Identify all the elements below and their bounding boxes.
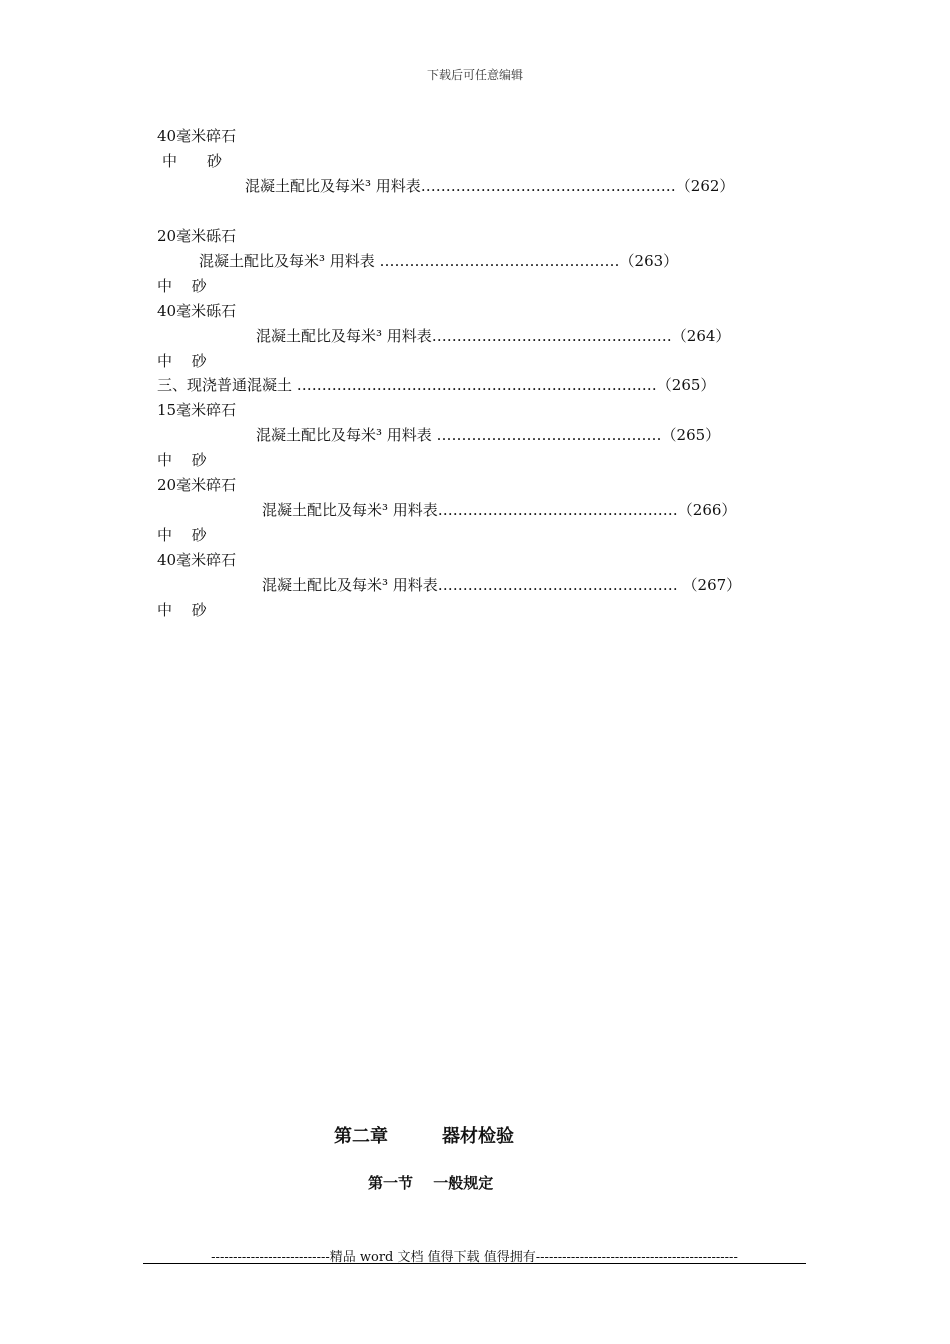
- toc-entry-263: 混凝土配比及每米³ 用料表 …………………………………………（263）: [199, 252, 679, 270]
- page-header: 下载后可任意编辑: [426, 68, 523, 82]
- toc-line-40mm-crushed-stone: 40毫米碎石: [157, 551, 237, 569]
- section-title: 第一节 一般规定: [368, 1174, 494, 1192]
- chapter-title: 第二章 器材检验: [334, 1126, 514, 1147]
- toc-entry-262: 混凝土配比及每米³ 用料表……………………………………………（262）: [245, 177, 735, 195]
- toc-entry-265-cast-concrete: 三、现浇普通混凝土 ………………………………………………………………（265）: [157, 376, 716, 394]
- toc-line-20mm-crushed-stone: 20毫米碎石: [157, 476, 237, 494]
- toc-entry-266: 混凝土配比及每米³ 用料表…………………………………………（266）: [262, 501, 737, 519]
- toc-line-medium-sand: 中 砂: [157, 277, 207, 295]
- toc-line-medium-sand: 中 砂: [157, 352, 207, 370]
- footer-rule: [143, 1263, 806, 1264]
- toc-line-20mm-gravel: 20毫米砾石: [157, 227, 237, 245]
- toc-line-40mm-crushed-stone: 40毫米碎石: [157, 127, 237, 145]
- toc-line-40mm-gravel: 40毫米砾石: [157, 302, 237, 320]
- toc-line-15mm-crushed-stone: 15毫米碎石: [157, 401, 237, 419]
- toc-line-medium-sand: 中 砂: [162, 152, 223, 170]
- toc-line-medium-sand: 中 砂: [157, 601, 207, 619]
- toc-entry-267: 混凝土配比及每米³ 用料表………………………………………… （267）: [262, 576, 742, 594]
- toc-entry-264: 混凝土配比及每米³ 用料表…………………………………………（264）: [256, 327, 731, 345]
- toc-line-medium-sand: 中 砂: [157, 526, 207, 544]
- page-footer: ---------------------------精品 word 文档 值得下载 值得拥有----------------------------------------------: [211, 1250, 738, 1265]
- toc-line-medium-sand: 中 砂: [157, 451, 207, 469]
- toc-entry-265: 混凝土配比及每米³ 用料表 ………………………………………（265）: [256, 426, 721, 444]
